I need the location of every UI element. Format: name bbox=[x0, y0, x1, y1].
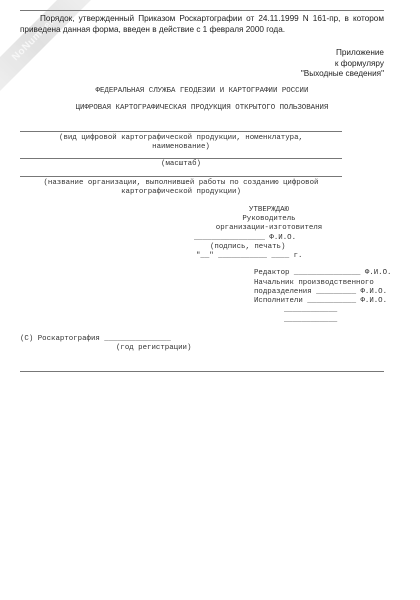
executor-blank-2: ____________ bbox=[284, 316, 338, 324]
executors-line: Исполнители ___________ Ф.И.О. bbox=[254, 297, 388, 305]
chief-line-1: Начальник производственного bbox=[254, 279, 374, 287]
executor-blank-1: ____________ bbox=[284, 306, 338, 314]
product-title: ЦИФРОВАЯ КАРТОГРАФИЧЕСКАЯ ПРОДУКЦИЯ ОТКРЫТОГО ПОЛЬЗОВАНИЯ bbox=[75, 104, 329, 112]
scale-underline bbox=[20, 158, 342, 159]
head-signature-line: ________________ Ф.И.О. bbox=[194, 234, 297, 242]
watermark-text: NoNumbers bbox=[10, 12, 62, 64]
org-underline bbox=[20, 176, 342, 177]
org-caption-1: (название организации, выполнившей работы по созданию цифровой bbox=[43, 179, 319, 187]
bottom-divider bbox=[20, 371, 384, 372]
appendix-line-2: к формуляру bbox=[334, 58, 384, 68]
agency-title: ФЕДЕРАЛЬНАЯ СЛУЖБА ГЕОДЕЗИИ И КАРТОГРАФИИ РОССИИ bbox=[95, 87, 309, 95]
kind-caption-2: наименование) bbox=[152, 143, 210, 151]
approval-date-line: "__" ___________ ____ г. bbox=[196, 252, 303, 260]
appendix-line-1: Приложение bbox=[335, 48, 384, 57]
appendix-label bbox=[224, 48, 384, 80]
approved-label: УТВЕРЖДАЮ bbox=[249, 206, 289, 214]
head-label: Руководитель bbox=[242, 215, 296, 223]
appendix-line-3: "Выходные сведения" bbox=[300, 69, 384, 78]
org-caption-2: картографической продукции) bbox=[121, 188, 241, 196]
registration-year-caption: (год регистрации) bbox=[116, 344, 192, 352]
top-divider bbox=[20, 10, 384, 11]
order-note: Порядок, утвержденный Приказом Роскартографии от 24.11.1999 N 161-пр, в котором приведена данная форма, введен в действие с 1 февраля 2000 года. bbox=[20, 14, 384, 34]
kind-underline bbox=[20, 131, 342, 132]
kind-caption-1: (вид цифровой картографической продукции, номенклатура, bbox=[59, 134, 303, 142]
chief-line-2: подразделения _________ Ф.И.О. bbox=[254, 288, 388, 296]
scale-caption: (масштаб) bbox=[161, 160, 201, 168]
maker-org-label: организации-изготовителя bbox=[215, 224, 323, 232]
copyright-line: (C) Роскартография _______________ bbox=[20, 335, 171, 343]
signature-caption: (подпись, печать) bbox=[210, 243, 286, 251]
editor-line: Редактор _______________ Ф.И.О. bbox=[254, 269, 392, 277]
